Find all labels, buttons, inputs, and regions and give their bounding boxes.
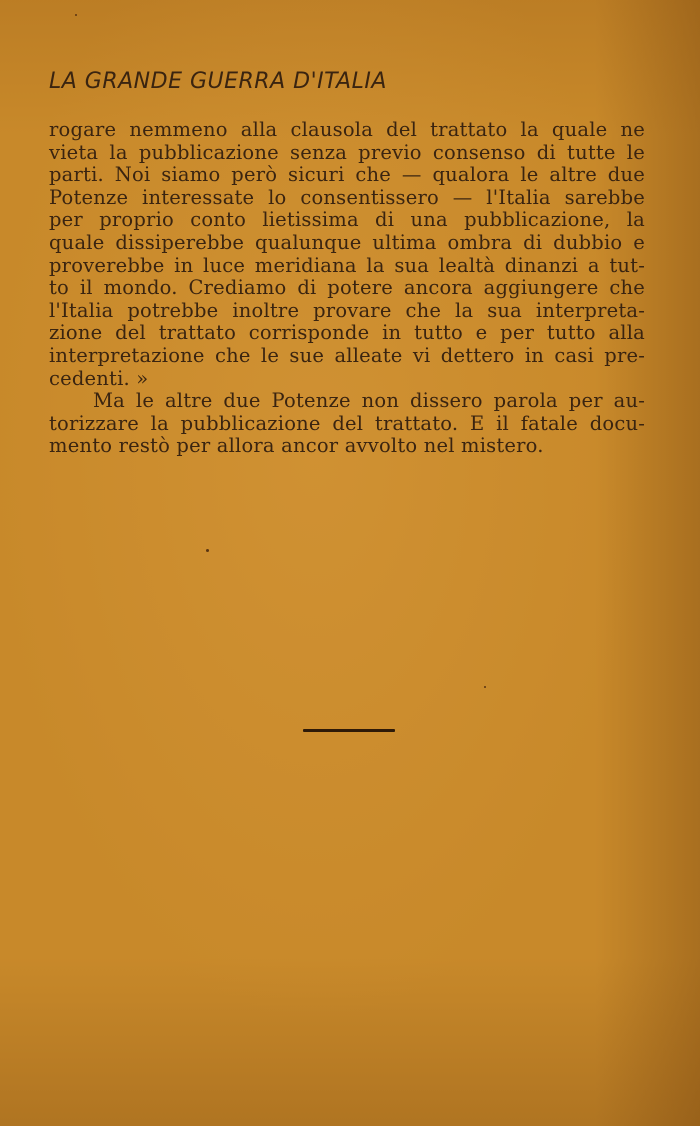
text-line: vieta la pubblicazione senza previo consenso di tutte le (49, 140, 645, 164)
section-end-rule (303, 729, 395, 732)
text-line: quale dissiperebbe qualunque ultima ombra di dubbio e (49, 230, 645, 254)
text-line: Ma le altre due Potenze non dissero parola per au- (93, 389, 645, 413)
paragraph-2 (49, 390, 645, 458)
text-line: to il mondo. Crediamo di potere ancora aggiungere che (49, 276, 645, 300)
text-line: zione del trattato corrisponde in tutto e per tutto alla (49, 321, 645, 345)
text-line: proverebbe in luce meridiana la sua lealtà dinanzi a tut- (49, 253, 645, 277)
text-line: per proprio conto lietissima di una pubblicazione, la (49, 208, 645, 232)
text-line: interpretazione che le sue alleate vi dettero in casi pre- (49, 343, 645, 367)
text-line: rogare nemmeno alla clausola del trattato la quale ne (49, 118, 645, 141)
text-line: l'Italia potrebbe inoltre provare che la sua interpreta- (49, 298, 645, 322)
paper-speck (75, 14, 77, 16)
paper-speck (484, 686, 486, 688)
paragraph-1 (49, 119, 645, 390)
text-line: torizzare la pubblicazione del trattato. E il fatale docu- (49, 411, 645, 435)
body-text (49, 119, 645, 458)
running-title: LA GRANDE GUERRA D'ITALIA (49, 69, 387, 94)
paper-speck (206, 549, 209, 552)
text-line: cedenti. » (49, 366, 149, 390)
text-line: mento restò per allora ancor avvolto nel mistero. (49, 434, 544, 458)
text-line: Potenze interessate lo consentissero — l'Italia sarebbe (49, 185, 645, 209)
text-line: parti. Noi siamo però sicuri che — qualora le altre due (49, 163, 645, 187)
